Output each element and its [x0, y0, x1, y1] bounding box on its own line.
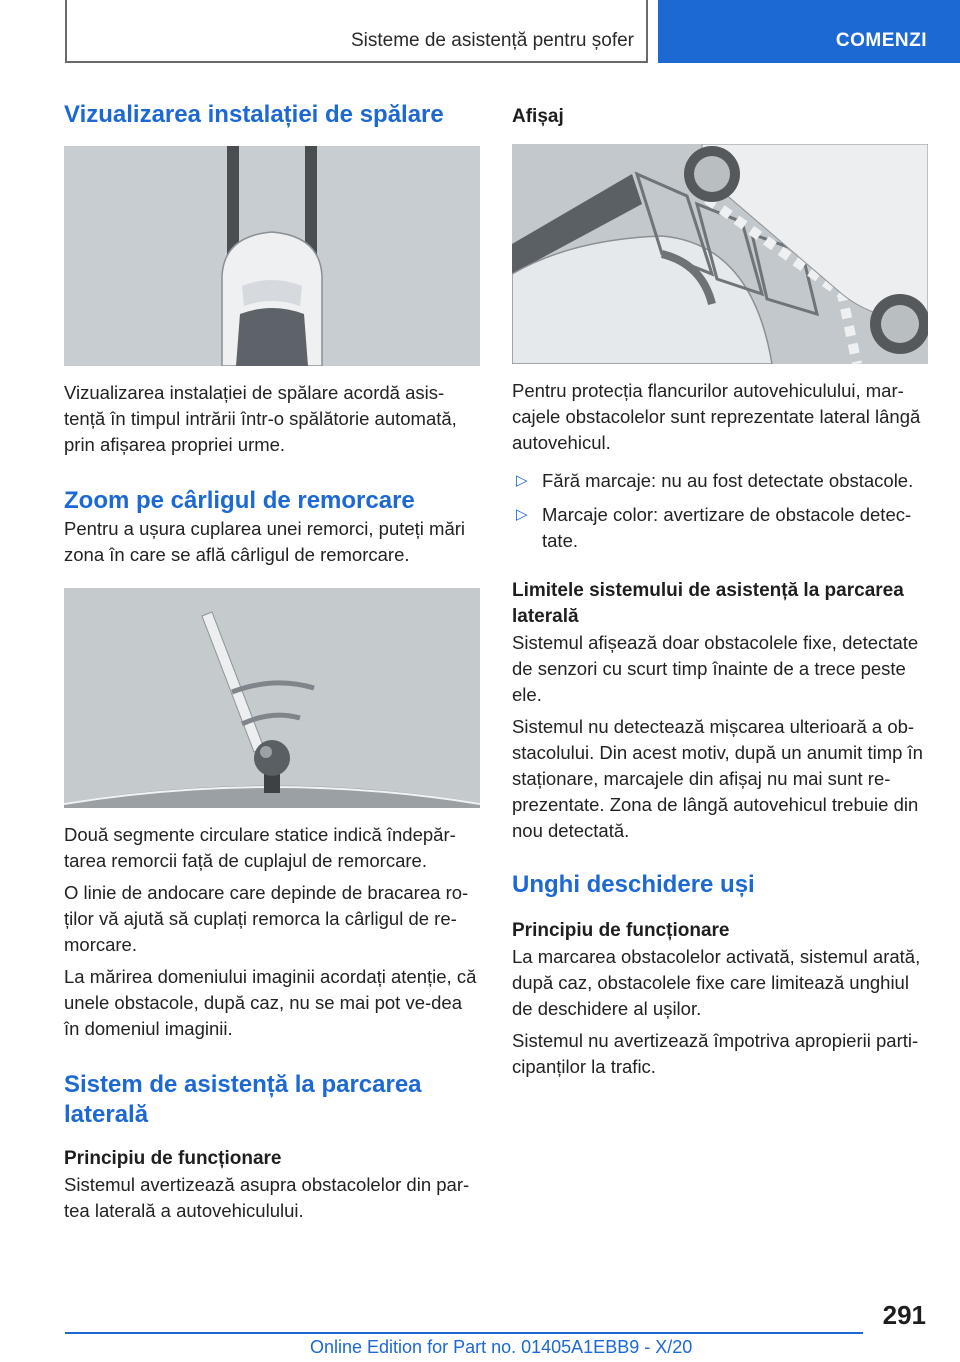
header-section-box: [65, 0, 648, 63]
side-parking-display-graphic: [512, 144, 928, 364]
footer-divider: [65, 1332, 863, 1334]
right-column: [512, 104, 928, 1086]
section-title-car-wash: Vizualizarea instalației de spălare: [64, 101, 444, 128]
trailer-hitch-segments: Două segmente circulare statice indică îndepăr-tarea remorcii față de cuplajul de remorcare.: [64, 824, 456, 871]
trailer-hitch-zoom-warning: La mărirea domeniului imaginii acordați atenție, că unele obstacole, după caz, nu se mai pot ve-dea în domeniul imaginii.: [64, 966, 477, 1039]
system-limits-text-2: Sistemul nu detectează mișcarea ulterioară a ob-stacolului. Din acest motiv, după un anumit timp în staționare, marcajele din afișaj nu mai sunt re-prezentate. Zona de lângă autovehicul trebuie din nou detectată.: [512, 716, 923, 841]
system-limits-text-1: Sistemul afișează doar obstacolele fixe, detectate de senzori cu scurt timp înainte de a trece peste ele.: [512, 632, 919, 705]
marking-bullet-list: [512, 468, 928, 554]
door-principle-text-1: La marcarea obstacolelor activată, sistemul arată, după caz, obstacolele fixe care limitează unghiul de deschidere al ușilor.: [512, 946, 921, 1019]
side-parking-principle-heading: Principiu de funcționare: [64, 1148, 282, 1169]
section-title-trailer-hitch-zoom: Zoom pe cârligul de remorcare: [64, 487, 415, 514]
car-wash-description: Vizualizarea instalației de spălare acordă asis-tență în timpul intrării într-o spălătorie automată, prin afișarea propriei urme.: [64, 382, 457, 455]
footer-edition-text: Online Edition for Part no. 01405A1EBB9 - X/20: [310, 1337, 693, 1357]
side-parking-display-illustration: [512, 144, 928, 364]
bullet-text: Fără marcaje: nu au fost detectate obstacole.: [542, 470, 914, 491]
bullet-text: Marcaje color: avertizare de obstacole detec-tate.: [542, 504, 912, 551]
display-description: Pentru protecția flancurilor autovehiculului, mar-cajele obstacolelor sunt reprezentate lateral lângă autovehicul.: [512, 380, 921, 453]
bullet-item-no-markings: [512, 468, 928, 494]
bullet-item-color-markings: [512, 502, 928, 554]
page-number: 291: [882, 1300, 926, 1330]
door-principle-heading: Principiu de funcționare: [512, 920, 730, 941]
section-title-door-opening-angle: Unghi deschidere uși: [512, 871, 755, 898]
header-chapter-label: COMENZI: [835, 30, 927, 51]
side-parking-principle-text: Sistemul avertizează asupra obstacolelor din par-tea laterală a autovehiculului.: [64, 1174, 470, 1221]
trailer-hitch-graphic: [64, 588, 480, 808]
car-wash-view-illustration: [64, 146, 480, 366]
trailer-hitch-docking-line: O linie de andocare care depinde de bracarea ro-ților vă ajută să cuplați remorca la cârligul de re-morcare.: [64, 882, 469, 955]
door-principle-text-2: Sistemul nu avertizează împotriva apropierii parti-cipanților la trafic.: [512, 1030, 919, 1077]
trailer-hitch-intro: Pentru a ușura cuplarea unei remorci, puteți mări zona în care se află cârligul de remorcare.: [64, 518, 466, 565]
header-chapter-tab: [658, 0, 960, 63]
triangle-right-icon: ▷: [516, 506, 528, 523]
trailer-hitch-illustration: [64, 588, 480, 808]
section-title-side-parking: Sistem de asistență la parcarea laterală: [64, 1071, 422, 1128]
car-wash-view-graphic: [64, 146, 480, 366]
left-column: [64, 100, 480, 1230]
header-section-title: Sisteme de asistență pentru șofer: [350, 30, 634, 51]
display-heading: Afișaj: [512, 106, 564, 127]
triangle-right-icon: ▷: [516, 472, 528, 489]
system-limits-heading: Limitele sistemului de asistență la parcarea laterală: [512, 580, 904, 627]
